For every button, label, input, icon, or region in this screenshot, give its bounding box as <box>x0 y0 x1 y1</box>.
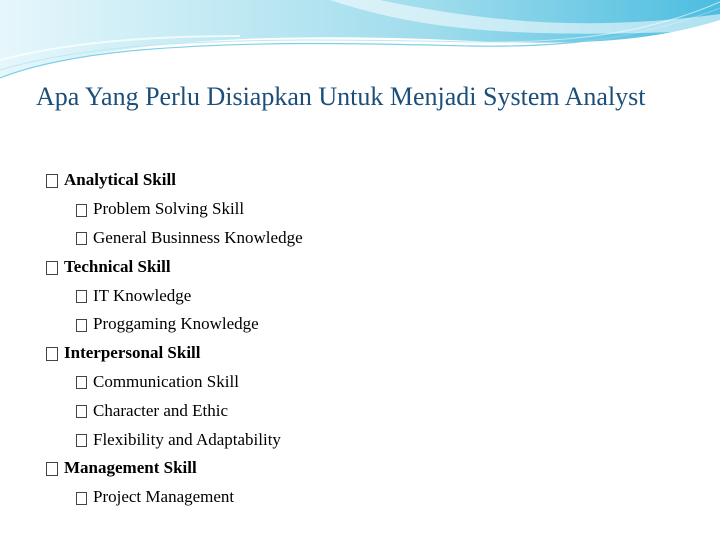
square-bullet-icon <box>46 261 58 275</box>
list-item <box>46 281 686 310</box>
section-heading <box>46 166 686 195</box>
square-bullet-icon <box>76 492 87 505</box>
square-bullet-icon <box>76 405 87 418</box>
list-item-label: Project Management <box>93 487 235 507</box>
square-bullet-icon <box>76 232 87 245</box>
square-bullet-icon <box>46 347 58 361</box>
square-bullet-icon <box>46 462 58 476</box>
list-item-label: Character and Ethic <box>93 400 228 420</box>
square-bullet-icon <box>76 376 87 389</box>
section-label: Management Skill <box>64 458 197 478</box>
header-wave-decoration <box>0 0 720 90</box>
list-item-label: Flexibility and Adaptability <box>93 429 281 449</box>
slide-title: Apa Yang Perlu Disiapkan Untuk Menjadi System Analyst <box>36 82 646 111</box>
section-label: Analytical Skill <box>64 170 176 190</box>
list-item <box>46 224 686 253</box>
square-bullet-icon <box>46 174 58 188</box>
list-item <box>46 396 686 425</box>
square-bullet-icon <box>76 290 87 303</box>
list-item-label: Communication Skill <box>93 371 239 391</box>
list-item <box>46 483 686 512</box>
square-bullet-icon <box>76 204 87 217</box>
section-label: Interpersonal Skill <box>64 343 201 363</box>
section-heading <box>46 339 686 368</box>
list-item-label: IT Knowledge <box>93 285 192 305</box>
list-item-label: Proggaming Knowledge <box>93 314 259 334</box>
section-heading <box>46 252 686 281</box>
skill-list <box>46 166 686 512</box>
list-item <box>46 310 686 339</box>
list-item <box>46 425 686 454</box>
list-item-label: Problem Solving Skill <box>93 199 245 219</box>
list-item <box>46 368 686 397</box>
square-bullet-icon <box>76 434 87 447</box>
section-label: Technical Skill <box>64 256 171 276</box>
section-heading <box>46 454 686 483</box>
list-item <box>46 195 686 224</box>
list-item-label: General Businness Knowledge <box>93 227 303 247</box>
square-bullet-icon <box>76 319 87 332</box>
